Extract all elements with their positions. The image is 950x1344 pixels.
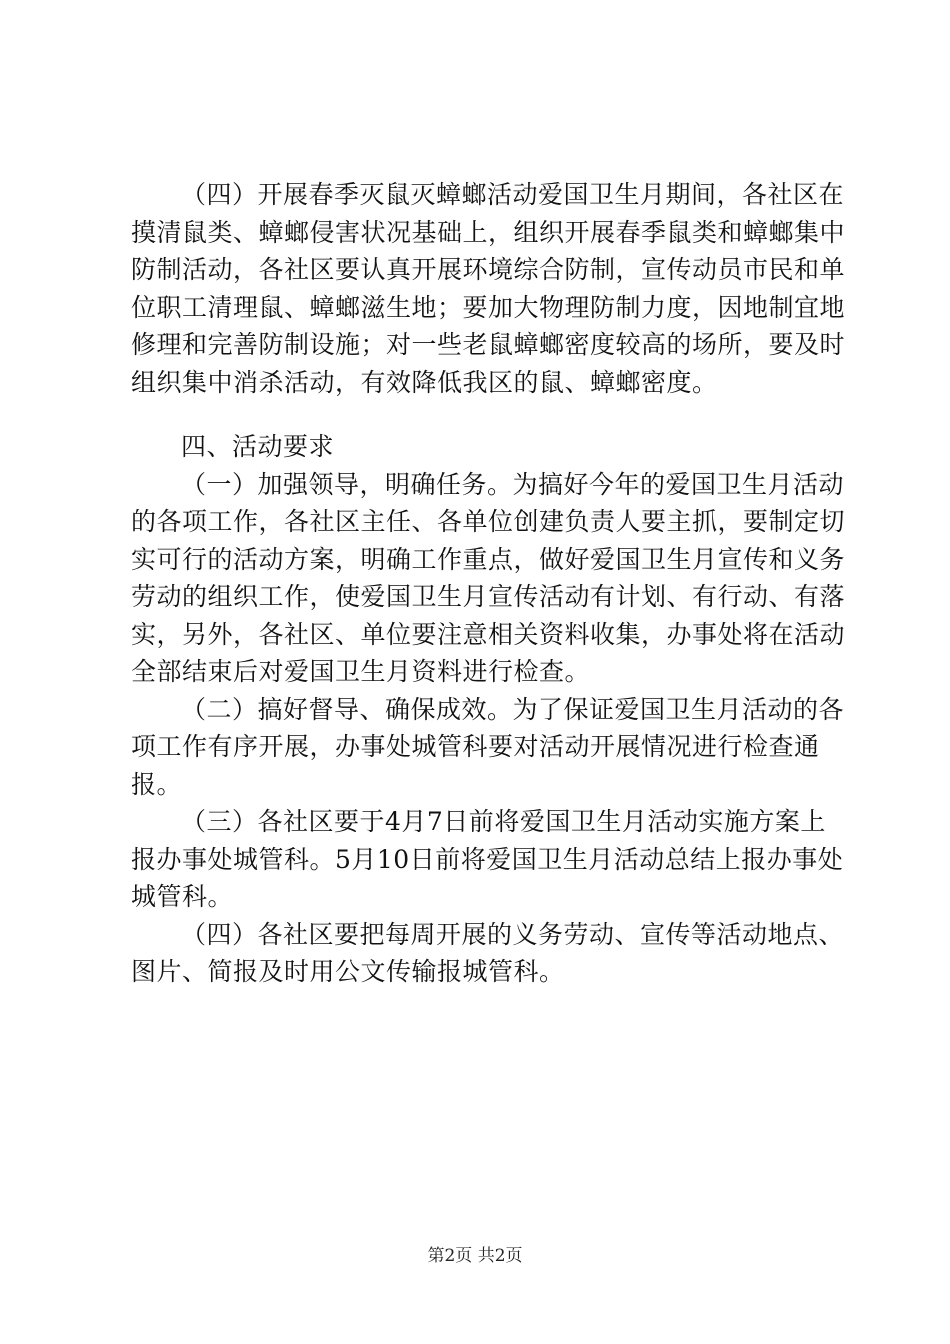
paragraph-supervision: （二）搞好督导、确保成效。为了保证爱国卫生月活动的各项工作有序开展，办事处城管科要对活动开展情况进行检查通报。 (131, 694, 845, 799)
section-heading-requirements: 四、活动要求 (181, 432, 335, 461)
document-body (131, 176, 851, 991)
page-number-footer: 第2页 共2页 (427, 1246, 523, 1266)
paragraph-reporting: （四）各社区要把每周开展的义务劳动、宣传等活动地点、图片、简报及时用公文传输报城管科。 (131, 919, 845, 986)
paragraph-rodent-control: （四）开展春季灭鼠灭蟑螂活动爱国卫生月期间，各社区在摸清鼠类、蟑螂侵害状况基础上，组织开展春季鼠类和蟑螂集中防制活动，各社区要认真开展环境综合防制，宣传动员市民和单位职工清理鼠、蟑螂滋生地；要加大物理防制力度，因地制宜地修理和完善防制设施；对一些老鼠蟑螂密度较高的场所，要及时组织集中消杀活动，有效降低我区的鼠、蟑螂密度。 (131, 180, 846, 397)
paragraph-deadlines: （三）各社区要于4月7日前将爱国卫生月活动实施方案上报办事处城管科。5月10日前将爱国卫生月活动总结上报办事处城管科。 (131, 807, 844, 911)
paragraph-leadership: （一）加强领导，明确任务。为搞好今年的爱国卫生月活动的各项工作，各社区主任、各单位创建负责人要主抓，要制定切实可行的活动方案，明确工作重点，做好爱国卫生月宣传和义务劳动的组织工作，使爱国卫生月宣传活动有计划、有行动、有落实，另外，各社区、单位要注意相关资料收集，办事处将在活动全部结束后对爱国卫生月资料进行检查。 (131, 469, 846, 686)
